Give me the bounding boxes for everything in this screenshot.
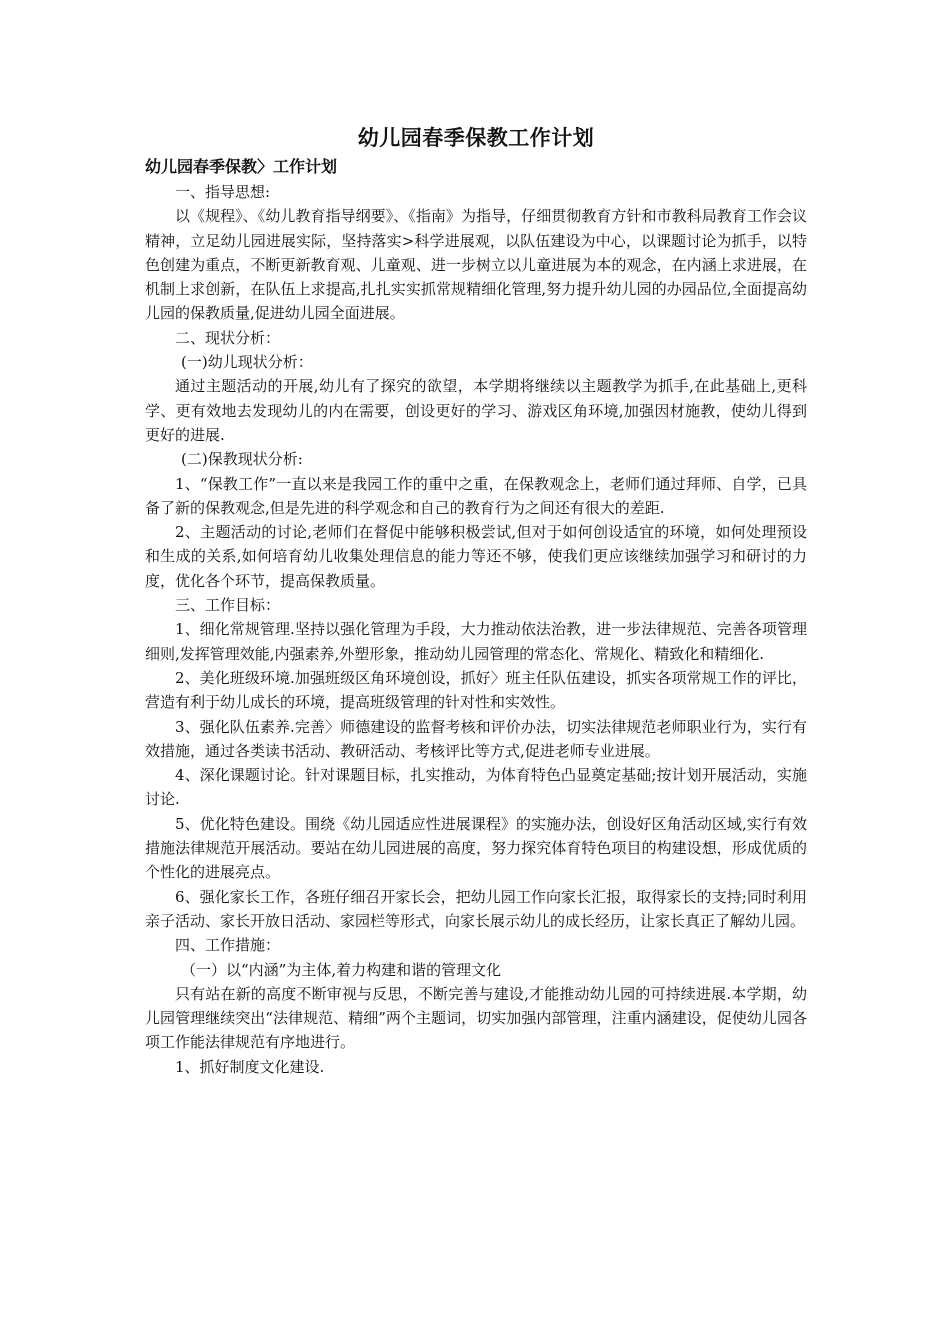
subsection-heading: (二)保教现状分析:	[181, 450, 303, 469]
document-body	[145, 180, 807, 1079]
document-title: 幼儿园春季保教工作计划	[357, 126, 595, 150]
body-paragraph: 只有站在新的高度不断审视与反思，不断完善与建设,才能推动幼儿园的可持续进展.本学期，幼儿园管理继续突出“法律规范、精细”两个主题词，切实加强内部管理，注重内涵建设，促使幼儿园各项工作能法律规范有序地进行。	[145, 984, 807, 1052]
body-paragraph: 通过主题活动的开展,幼儿有了探究的欲望，本学期将继续以主题教学为抓手,在此基础上,更科学、更有效地去发现幼儿的内在需要，创设更好的学习、游戏区角环境,加强因材施教，使幼儿得到更好的进展.	[145, 377, 807, 444]
section-heading: 二、现状分析：	[175, 328, 281, 347]
subsection-heading: （一）以“内涵”为主体,着力构建和谐的管理文化	[181, 960, 502, 979]
body-paragraph: 1、“保教工作”一直以来是我园工作的重中之重，在保教观念上，老师们通过拜师、自学，已具备了新的保教观念,但是先进的科学观念和自己的教育行为之间还有很大的差距.	[145, 474, 807, 517]
body-paragraph: 2、美化班级环境.加强班级区角环境创设，抓好〉班主任队伍建设，抓实各项常规工作的评比，营造有利于幼儿成长的环境，提高班级管理的针对性和实效性。	[145, 668, 807, 712]
body-paragraph: 4、深化课题讨论。针对课题目标，扎实推动，为体育特色凸显奠定基础;按计划开展活动，实施讨论.	[145, 766, 807, 809]
body-paragraph: 1、细化常规管理.坚持以强化管理为手段，大力推动依法治教，进一步法律规范、完善各项管理细则,发挥管理效能,内强素养,外塑形象，推动幼儿园管理的常态化、常规化、精致化和精细化.	[145, 620, 807, 663]
body-paragraph: 2、主题活动的讨论,老师们在督促中能够积极尝试,但对于如何创设适宜的环境，如何处理预设和生成的关系,如何培育幼儿收集处理信息的能力等还不够，使我们更应该继续加强学习和研讨的力度，优化各个环节，提高保教质量。	[145, 523, 807, 590]
body-paragraph: 以《规程》、《幼儿教育指导纲要》、《指南》为指导，仔细贯彻教育方针和市教科局教育工作会议精神，立足幼儿园进展实际，坚持落实>科学进展观，以队伍建设为中心，以课题讨论为抓手，以特色创建为重点，不断更新教育观、儿童观、进一步树立以儿童进展为本的观念，在内涵上求进展，在机制上求创新，在队伍上求提高,扎扎实实抓常规精细化管理,努力提升幼儿园的办园品位,全面提高幼儿园的保教质量,促进幼儿园全面进展。	[145, 207, 807, 323]
subsection-heading: (一)幼儿现状分析：	[181, 353, 313, 372]
document-subtitle: 幼儿园春季保教〉工作计划	[145, 157, 338, 176]
body-paragraph: 5、优化特色建设。围绕《幼儿园适应性进展课程》的实施办法，创设好区角活动区域,实行有效措施法律规范开展活动。要站在幼儿园进展的高度，努力探究体育特色项目的构建设想，形成优质的个性化的进展亮点。	[145, 814, 807, 882]
section-heading: 三、工作目标：	[175, 596, 281, 615]
body-paragraph: 3、强化队伍素养.完善〉师德建设的监督考核和评价办法，切实法律规范老师职业行为，实行有效措施，通过各类读书活动、教研活动、考核评比等方式,促进老师专业进展。	[145, 717, 807, 760]
document-page	[145, 122, 807, 1079]
body-paragraph: 6、强化家长工作，各班仔细召开家长会，把幼儿园工作向家长汇报，取得家长的支持;同时利用亲子活动、家长开放日活动、家园栏等形式，向家长展示幼儿的成长经历，让家长真正了解幼儿园。	[145, 887, 807, 930]
section-heading: 四、工作措施：	[175, 936, 281, 955]
section-heading: 一、指导思想:	[175, 183, 271, 201]
section-heading: 1、抓好制度文化建设.	[175, 1057, 325, 1076]
